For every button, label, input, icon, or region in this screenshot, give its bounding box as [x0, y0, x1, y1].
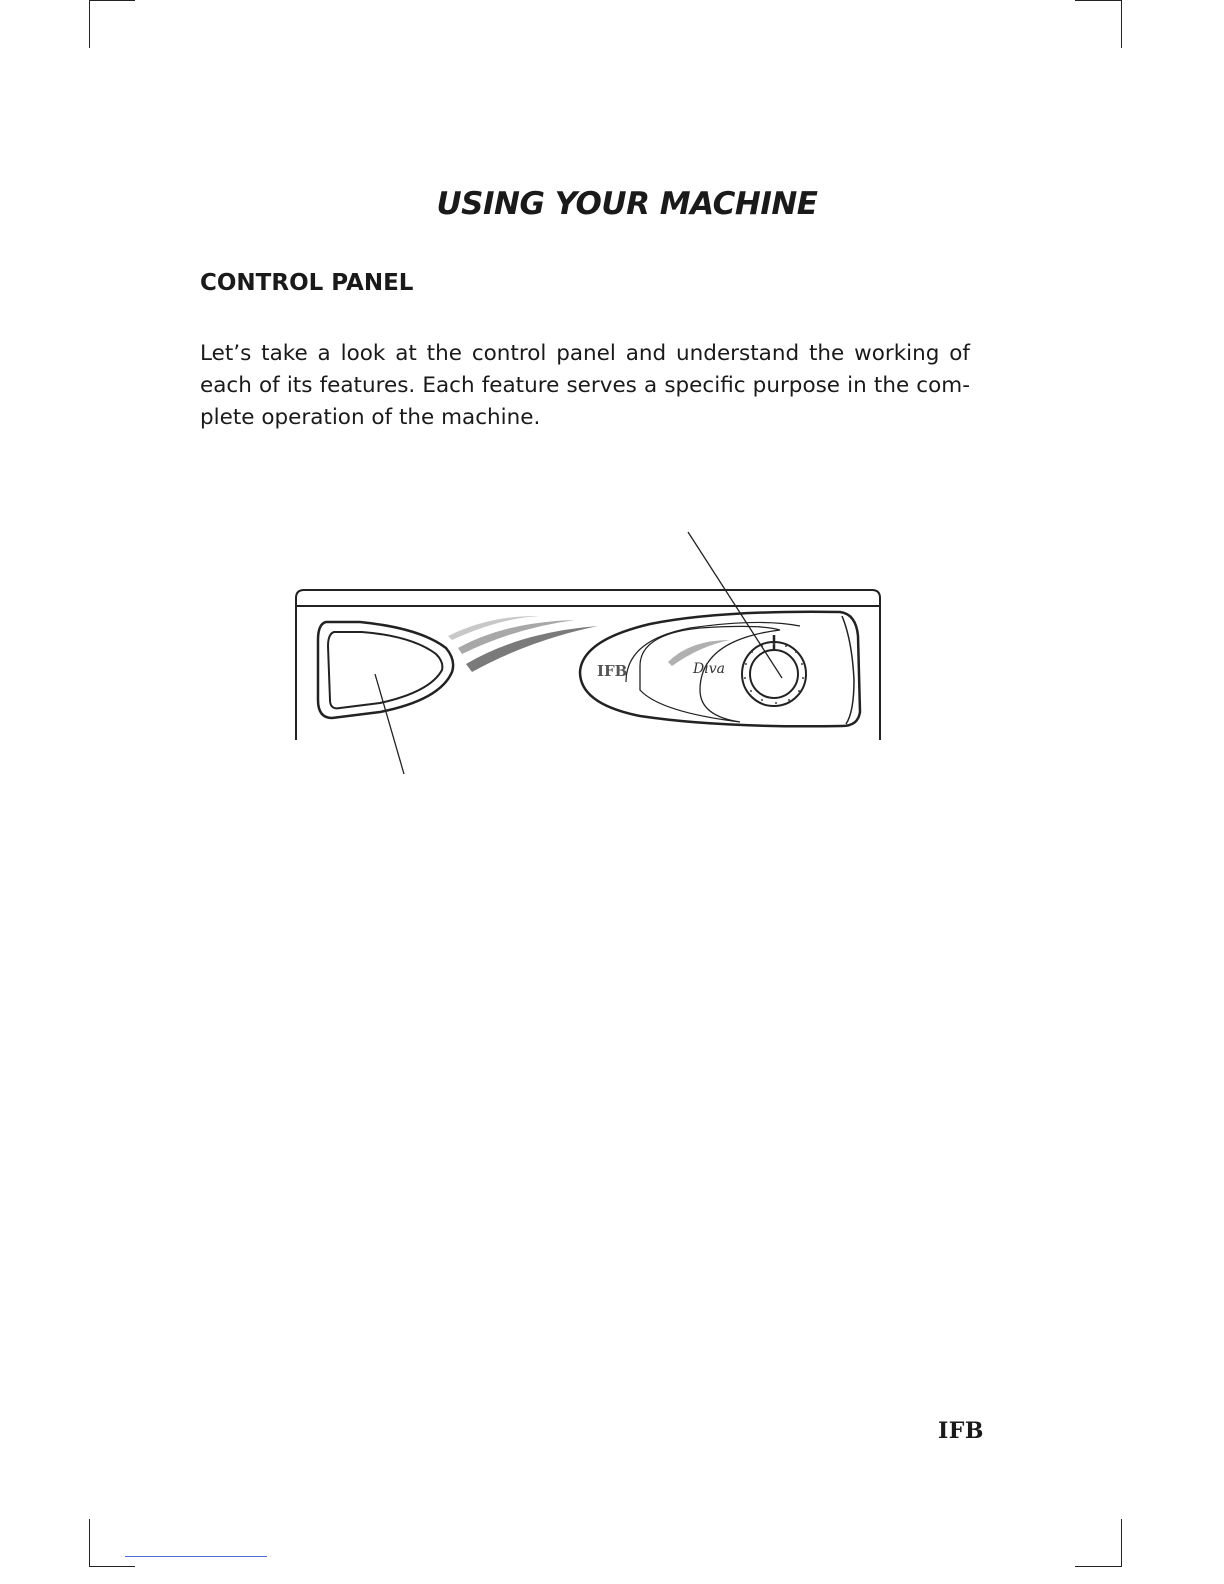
- decorative-swooshes: [448, 616, 598, 672]
- crop-mark-top-right-h: [1075, 0, 1121, 1]
- panel-model-logo: Diva: [693, 661, 725, 677]
- crop-mark-bottom-left-v: [89, 1519, 90, 1567]
- detergent-drawer: [318, 622, 453, 718]
- crop-mark-top-left-v: [89, 0, 90, 48]
- footer-rule: [125, 1556, 267, 1557]
- section-heading: CONTROL PANEL: [200, 270, 414, 296]
- crop-mark-bottom-right-v: [1121, 1519, 1122, 1567]
- control-panel-illustration: [280, 520, 900, 790]
- page-title: USING YOUR MACHINE: [436, 186, 818, 222]
- intro-paragraph: Let’s take a look at the control panel and understand the working of each of its features. Each feature serves a specific purpose in the complete operation of the machine.: [200, 341, 970, 430]
- crop-mark-top-right-v: [1121, 0, 1122, 48]
- crop-mark-bottom-left-h: [89, 1566, 135, 1567]
- crop-mark-top-left-h: [89, 0, 135, 1]
- crop-mark-bottom-right-h: [1075, 1566, 1121, 1567]
- panel-brand-logo: IFB: [597, 662, 628, 680]
- footer-brand-logo: IFB: [938, 1418, 985, 1444]
